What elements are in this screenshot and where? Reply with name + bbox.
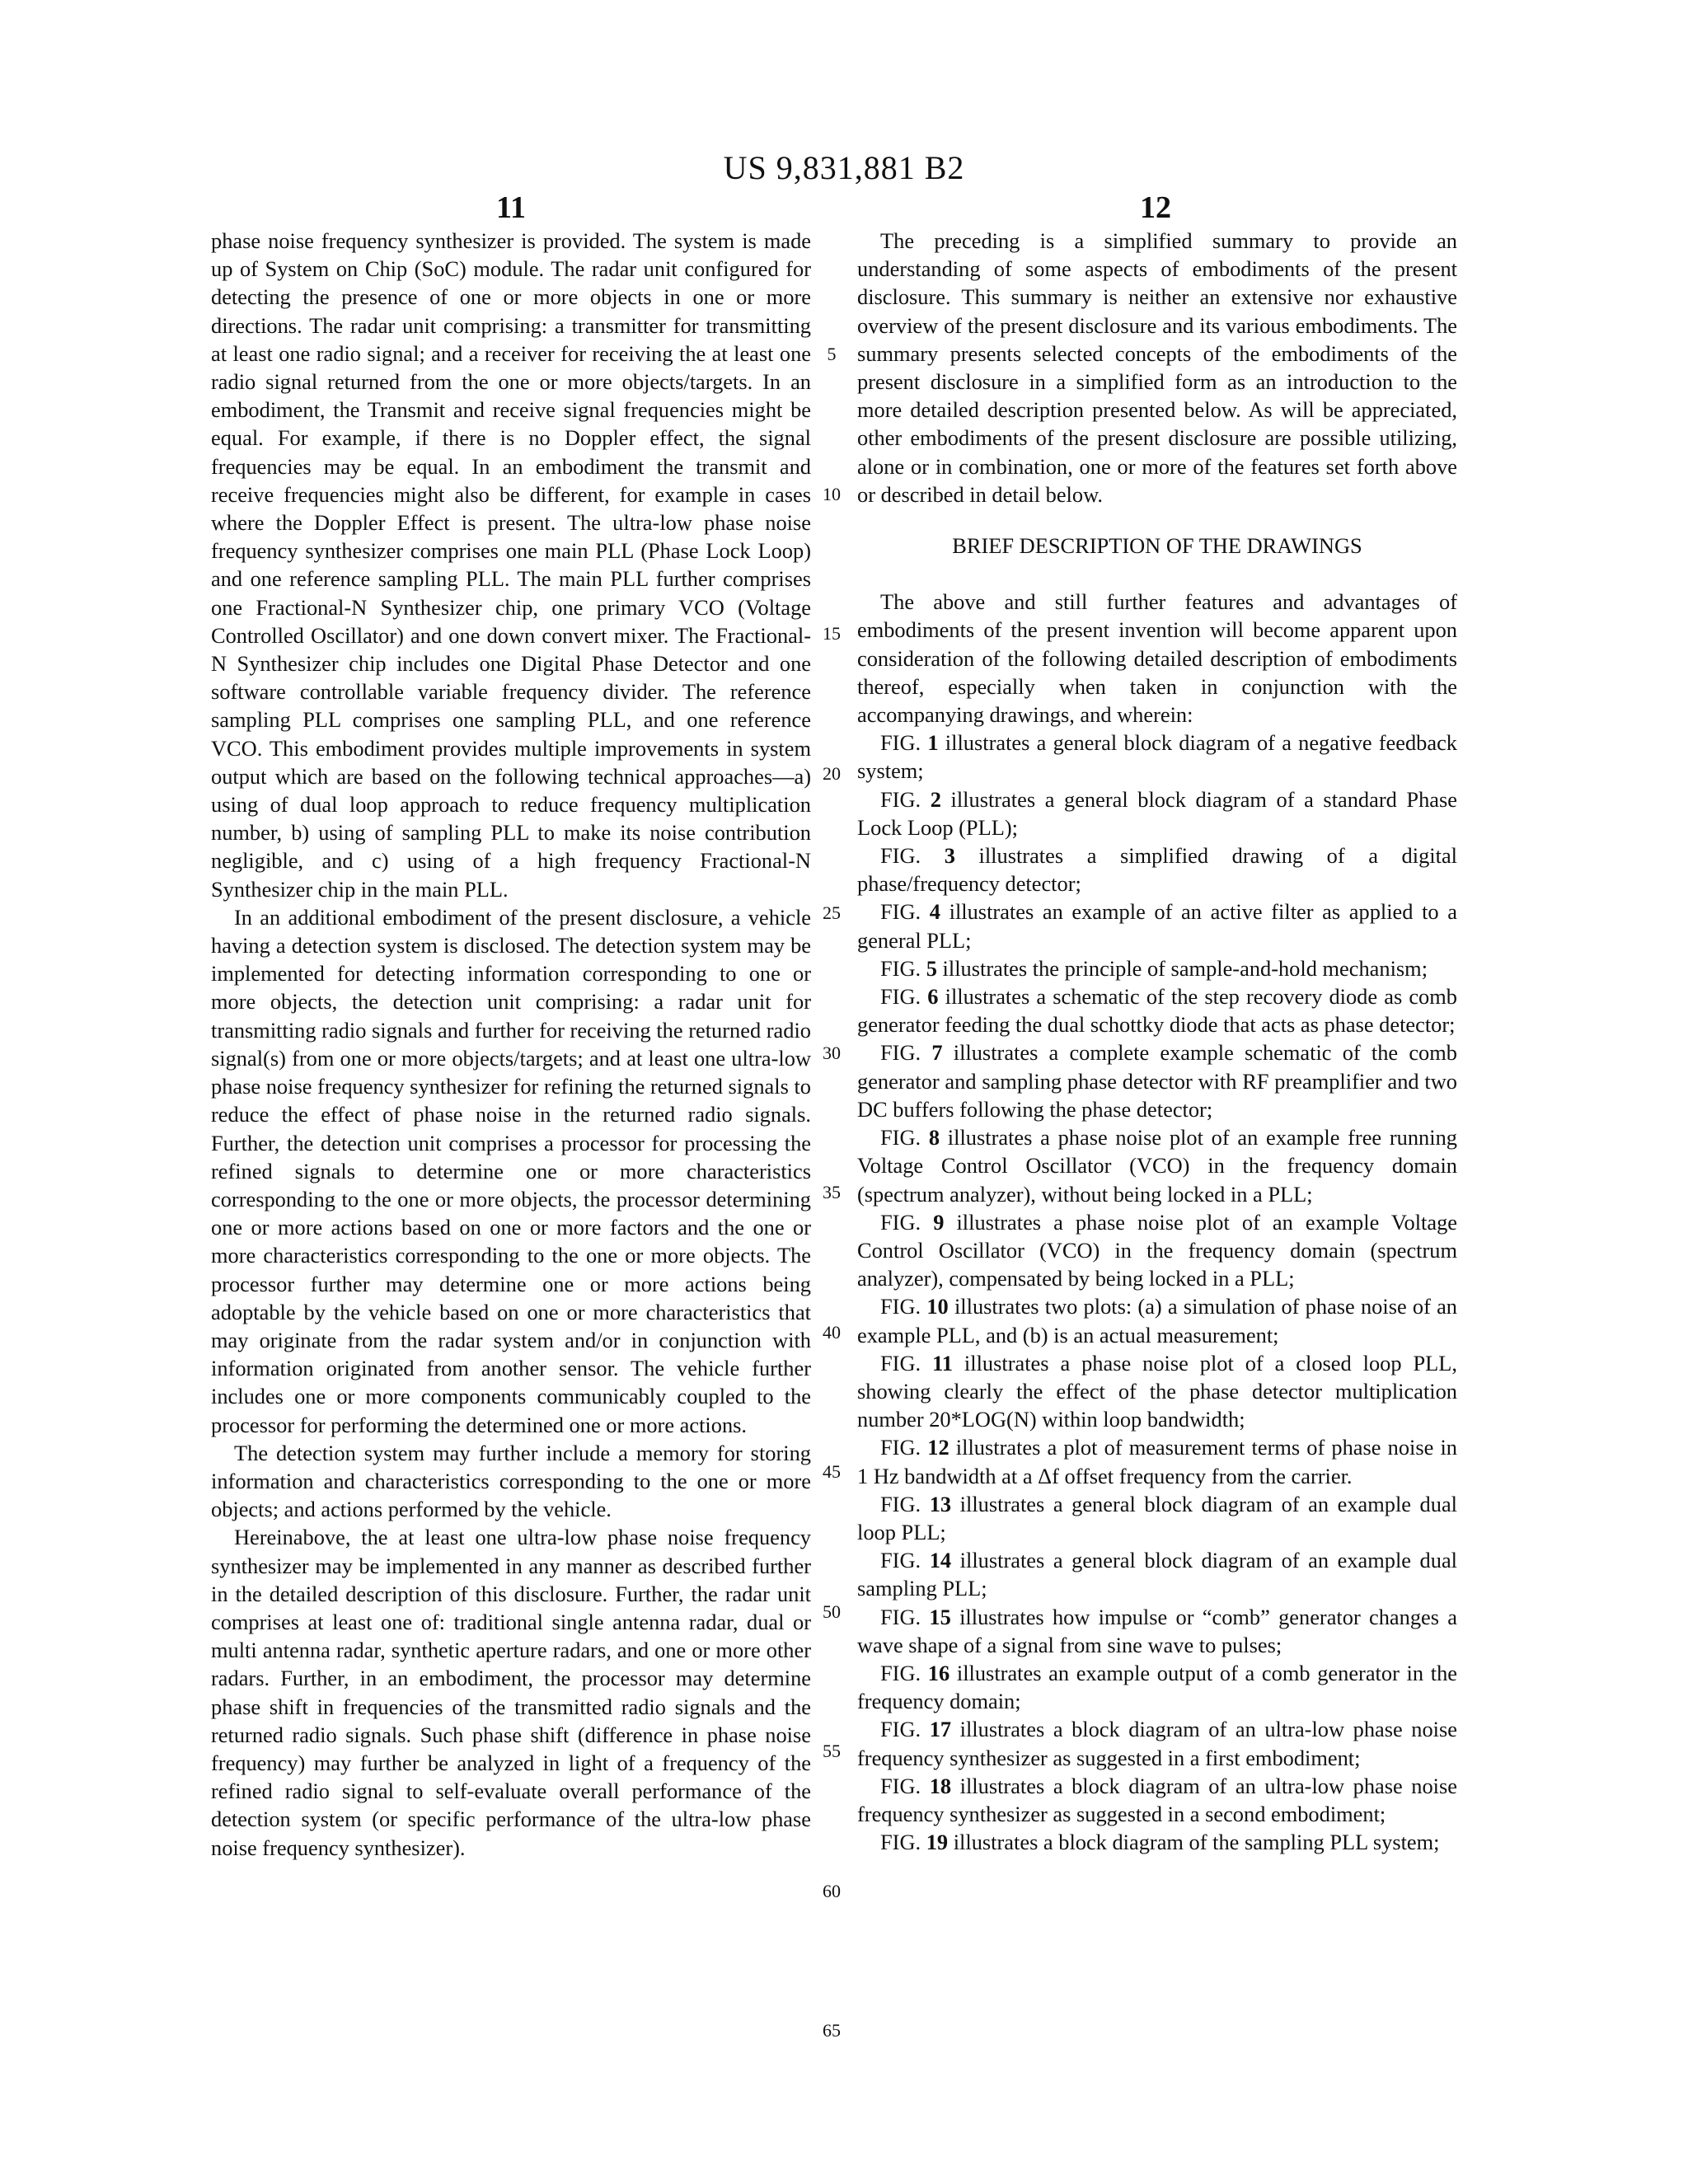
figure-item	[857, 1828, 1457, 1856]
figure-description: illustrates a general block diagram of an example dual loop PLL;	[857, 1491, 1457, 1544]
page-number-left: 11	[496, 190, 526, 225]
figure-item	[857, 729, 1457, 785]
figure-description: illustrates an example of an active filter as applied to a general PLL;	[857, 899, 1457, 953]
figure-label: FIG.	[880, 899, 930, 925]
figure-description: illustrates an example output of a comb generator in the frequency domain;	[857, 1660, 1457, 1714]
figure-item	[857, 841, 1457, 898]
left-paragraph-3: The detection system may further include a memory for storing information and characteristics corresponding to the one or more objects; and actions performed by the vehicle.	[211, 1440, 811, 1522]
figure-description: illustrates a general block diagram of a standard Phase Lock Loop (PLL);	[857, 786, 1457, 840]
figure-item	[857, 954, 1457, 982]
figure-number: 7	[931, 1040, 943, 1066]
figure-number: 16	[927, 1660, 950, 1685]
figure-description: illustrates a general block diagram of a negative feedback system;	[857, 730, 1457, 784]
figure-item	[857, 1123, 1457, 1208]
figure-item	[857, 1038, 1457, 1123]
figure-description: illustrates how impulse or “comb” generator changes a wave shape of a signal from sine wave to pulses;	[857, 1604, 1457, 1657]
right-column	[857, 227, 1457, 1856]
figure-description: illustrates a complete example schematic of the comb generator and sampling phase detector with RF preamplifier and two DC buffers following the phase detector;	[857, 1040, 1457, 1122]
line-number: 5	[827, 344, 837, 364]
figure-description: illustrates a simplified drawing of a digital phase/frequency detector;	[857, 843, 1457, 897]
line-number: 55	[823, 1741, 841, 1761]
figure-description: illustrates a phase noise plot of a closed loop PLL, showing clearly the effect of the phase detector multiplication number 20*LOG(N) within loop bandwidth;	[857, 1350, 1457, 1432]
figure-description: illustrates a general block diagram of an example dual sampling PLL;	[857, 1548, 1457, 1601]
figure-description: illustrates a phase noise plot of an example free running Voltage Control Oscillator (VCO) in the frequency domain (spectrum analyzer), without being locked in a PLL;	[857, 1125, 1457, 1207]
figure-label: FIG.	[880, 1604, 930, 1629]
section-heading: BRIEF DESCRIPTION OF THE DRAWINGS	[952, 533, 1362, 559]
line-number: 35	[823, 1182, 841, 1202]
figure-description: illustrates a block diagram of an ultra-low phase noise frequency synthesizer as suggested in a second embodiment;	[857, 1773, 1457, 1826]
figure-label: FIG.	[880, 1491, 930, 1516]
figure-number: 14	[929, 1548, 952, 1573]
left-column	[211, 227, 811, 1862]
figure-label: FIG.	[880, 1660, 928, 1685]
figure-number: 12	[927, 1435, 950, 1460]
figure-number: 17	[929, 1717, 952, 1742]
figure-item	[857, 1603, 1457, 1659]
line-number: 15	[823, 623, 841, 644]
figure-label: FIG.	[880, 1125, 929, 1151]
figure-label: FIG.	[880, 1773, 930, 1798]
figure-item	[857, 1349, 1457, 1434]
figure-description: illustrates two plots: (a) a simulation of phase noise of an example PLL, and (b) is an actual measurement;	[857, 1294, 1457, 1347]
figure-label: FIG.	[880, 1040, 932, 1066]
figure-label: FIG.	[880, 1294, 927, 1319]
page-number-right: 12	[1140, 190, 1171, 225]
figure-label: FIG.	[880, 1548, 930, 1573]
figure-number: 19	[926, 1830, 949, 1855]
figure-label: FIG.	[880, 1717, 930, 1742]
figure-label: FIG.	[880, 1435, 928, 1460]
figure-list	[857, 729, 1457, 1856]
figure-description: illustrates a block diagram of an ultra-low phase noise frequency synthesizer as suggested in a first embodiment;	[857, 1717, 1457, 1770]
line-number: 30	[823, 1042, 841, 1063]
figure-description: illustrates a phase noise plot of an example Voltage Control Oscillator (VCO) in the frequency domain (spectrum analyzer), compensated by being locked in a PLL;	[857, 1209, 1457, 1291]
line-number: 25	[823, 902, 841, 923]
figure-number: 9	[933, 1209, 945, 1235]
figure-label: FIG.	[880, 984, 928, 1010]
left-paragraph-4: Hereinabove, the at least one ultra-low phase noise frequency synthesizer may be implemented in any manner as described further in the detailed description of this disclosure. Further, the radar unit comprises at least one of: traditional single antenna radar, dual or multi antenna radar, synthetic aperture radars, and one or more other radars. Further, in an embodiment, the processor may determine phase shift in frequencies of the transmitted radio signals and the returned radio signals. Such phase shift (difference in phase noise frequency) may further be analyzed in light of a frequency of the refined radio signal to self-evaluate overall performance of the detection system (or specific performance of the ultra-low phase noise frequency synthesizer).	[211, 1525, 811, 1860]
line-number: 45	[823, 1461, 841, 1482]
figure-number: 6	[927, 984, 939, 1010]
figure-number: 10	[926, 1294, 949, 1319]
figure-item	[857, 785, 1457, 841]
left-paragraph-2: In an additional embodiment of the present disclosure, a vehicle having a detection system is disclosed. The detection system may be implemented for detecting information corresponding to one or more objects, the detection unit comprising: a radar unit for transmitting radio signals and further for receiving the returned radio signal(s) from one or more objects/targets; and at least one ultra-low phase noise frequency synthesizer for refining the returned signals to reduce the effect of phase noise in the returned radio signals. Further, the detection unit comprises a processor for processing the refined signals to determine one or more characteristics corresponding to the one or more objects, the processor determining one or more actions based on one or more factors and the one or more characteristics corresponding to the one or more objects. The processor further may determine one or more actions being adoptable by the vehicle based on one or more characteristics that may originate from the radar system and/or in conjunction with information originated from another sensor. The vehicle further includes one or more components communicably coupled to the processor for performing the determined one or more actions.	[211, 904, 811, 1437]
figure-number: 8	[928, 1125, 940, 1151]
figure-label: FIG.	[880, 843, 945, 869]
figure-item	[857, 1490, 1457, 1546]
patent-number-header: US 9,831,881 B2	[723, 149, 965, 186]
figure-number: 3	[944, 843, 955, 869]
figure-number: 11	[932, 1350, 953, 1376]
left-paragraph-1: phase noise frequency synthesizer is provided. The system is made up of System on Chip (SoC) module. The radar unit configured for detecting the presence of one or more objects in one or more directions. The radar unit comprising: a transmitter for transmitting at least one radio signal; and a receiver for receiving the at least one radio signal returned from the one or more objects/targets. In an embodiment, the Transmit and receive signal frequencies might be equal. For example, if there is no Doppler effect, the signal frequencies may be equal. In an embodiment the transmit and receive frequencies might also be different, for example in cases where the Doppler Effect is present. The ultra-low phase noise frequency synthesizer comprises one main PLL (Phase Lock Loop) and one reference sampling PLL. The main PLL further comprises one Fractional-N Synthesizer chip, one primary VCO (Voltage Controlled Oscillator) and one down convert mixer. The Fractional-N Synthesizer chip includes one Digital Phase Detector and one software controllable variable frequency divider. The reference sampling PLL comprises one sampling PLL, and one reference VCO. This embodiment provides multiple improvements in system output which are based on the following technical approaches—a) using of dual loop approach to reduce frequency multiplication number, b) using of sampling PLL to make its noise contribution negligible, and c) using of a high frequency Fractional-N Synthesizer chip in the main PLL.	[211, 228, 811, 902]
figure-description: illustrates a block diagram of the sampling PLL system;	[948, 1830, 1440, 1855]
figure-number: 13	[929, 1491, 952, 1516]
figure-description: illustrates a plot of measurement terms of phase noise in 1 Hz bandwidth at a Δf offset frequency from the carrier.	[857, 1435, 1457, 1488]
figure-description: illustrates a schematic of the step recovery diode as comb generator feeding the dual schottky diode that acts as phase detector;	[857, 984, 1457, 1038]
figure-number: 18	[929, 1773, 952, 1798]
line-number: 20	[823, 762, 841, 784]
figure-item	[857, 1715, 1457, 1771]
figure-number: 2	[930, 786, 941, 812]
figure-number: 4	[929, 899, 940, 925]
figure-label: FIG.	[880, 955, 926, 981]
line-number: 40	[823, 1321, 841, 1343]
figure-number: 15	[929, 1604, 951, 1629]
figure-description: illustrates the principle of sample-and-hold mechanism;	[936, 955, 1428, 981]
line-number: 50	[823, 1601, 841, 1622]
figure-label: FIG.	[880, 1209, 934, 1235]
summary-paragraph: The preceding is a simplified summary to provide an understanding of some aspects of embodiments of the present disclosure. This summary is neither an extensive nor exhaustive overview of the present disclosure and its various embodiments. The summary presents selected concepts of the embodiments of the present disclosure in a simplified form as an introduction to the more detailed description presented below. As will be appreciated, other embodiments of the present disclosure are possible utilizing, alone or in combination, one or more of the features set forth above or described in detail below.	[857, 228, 1457, 507]
line-number: 10	[823, 483, 841, 504]
line-number: 60	[823, 1880, 841, 1901]
figure-label: FIG.	[880, 1830, 926, 1855]
figure-number: 1	[927, 730, 939, 756]
line-number: 65	[823, 2020, 841, 2041]
figure-number: 5	[926, 955, 937, 981]
figure-item	[857, 1546, 1457, 1602]
figure-item	[857, 1772, 1457, 1828]
figure-item	[857, 982, 1457, 1038]
figure-label: FIG.	[880, 730, 928, 756]
figure-item	[857, 1208, 1457, 1293]
figure-item	[857, 1433, 1457, 1489]
figure-item	[857, 1659, 1457, 1715]
figure-label: FIG.	[880, 1350, 933, 1376]
figure-item	[857, 1292, 1457, 1348]
figure-item	[857, 898, 1457, 954]
drawings-intro-paragraph: The above and still further features and advantages of embodiments of the present invention will become apparent upon consideration of the following detailed description of embodiments thereof, especially when taken in conjunction with the accompanying drawings, and wherein:	[857, 589, 1457, 728]
figure-label: FIG.	[880, 786, 931, 812]
